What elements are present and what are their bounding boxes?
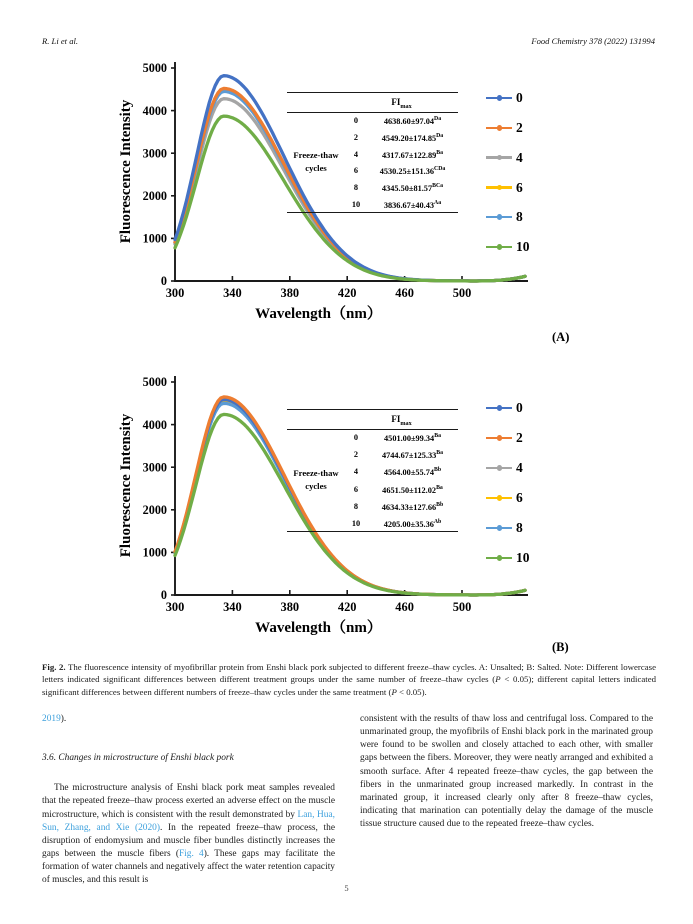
- legend-label: 4: [516, 460, 523, 476]
- legend-label: 4: [516, 149, 523, 165]
- x-tick-label: 380: [280, 286, 300, 300]
- legend-line-icon: [486, 527, 512, 530]
- legend-item-8: [486, 520, 523, 536]
- x-tick-label: 500: [452, 286, 472, 300]
- legend-marker-icon: [497, 214, 503, 220]
- legend-label: 2: [516, 120, 523, 136]
- legend-item-10: [486, 239, 530, 255]
- legend-label: 8: [516, 520, 523, 536]
- legend-line-icon: [486, 127, 512, 130]
- legend-label: 10: [516, 239, 530, 255]
- x-tick-label: 300: [165, 600, 185, 614]
- x-axis-title: Wavelength（nm）: [255, 306, 382, 322]
- table-header-fimax: $FI_{max}$: [391, 97, 412, 110]
- legend-label: 0: [516, 400, 523, 416]
- legend-item-0: [486, 90, 523, 106]
- table-header-rule: [287, 429, 458, 430]
- x-tick-label: 340: [223, 286, 242, 300]
- table-cycle-value: 0: [353, 433, 359, 443]
- legend-marker-icon: [497, 95, 503, 101]
- section-heading: 3.6. Changes in microstructure of Enshi black pork: [42, 753, 234, 764]
- table-cycle-value: 6: [353, 484, 359, 494]
- table-fimax-value: $4651.50\pm 112.02^{Ba}$: [382, 484, 443, 495]
- y-axis-title: Fluorescence Intensity: [118, 99, 134, 244]
- legend-line-icon: [486, 497, 512, 500]
- body-column-left: [42, 713, 335, 888]
- figure-caption: Fig. 2. The fluorescence intensity of myofibrillar protein from Enshi black pork subjected to different freeze–thaw cycles. A: Unsalted; B: Salted. Note: Different lowercase letters indicated significant differences between different treatment groups under the same number of freeze–thaw cycles (P < 0.05); different capital letters indicated significant differences between different numbers of freeze–thaw cycles under the same treatment (P < 0.05).: [42, 662, 657, 697]
- legend-label: 0: [516, 90, 523, 106]
- table-fimax-value: $4634.33\pm 127.66^{Bb}$: [381, 501, 444, 512]
- x-tick-label: 500: [452, 600, 472, 614]
- table-fimax-value: $4317.67\pm 122.89^{Ba}$: [381, 149, 444, 160]
- table-cycle-value: 10: [351, 200, 361, 210]
- table-cycle-value: 6: [353, 166, 359, 176]
- table-cycle-value: 8: [353, 501, 359, 511]
- page-number: 5: [344, 883, 349, 893]
- body-column-right: [360, 713, 653, 831]
- table-cycle-value: 10: [351, 518, 361, 528]
- legend-marker-icon: [497, 244, 503, 250]
- legend-marker-icon: [497, 555, 503, 561]
- y-tick-label: 1000: [142, 231, 167, 246]
- y-tick-label: 3000: [142, 460, 167, 475]
- citation-link[interactable]: Lan, Hua, Sun, Zhang, and Xie (2020): [42, 809, 335, 833]
- x-tick-label: 460: [395, 286, 414, 300]
- legend-marker-icon: [497, 405, 503, 411]
- legend-line-icon: [486, 557, 512, 560]
- y-tick-label: 1000: [142, 545, 167, 560]
- legend-line-icon: [486, 407, 512, 410]
- table-fimax-value: $4564.00\pm 55.74^{Bb}$: [383, 467, 442, 478]
- x-tick-label: 380: [280, 600, 300, 614]
- table-fimax-value: $4638.60\pm 97.04^{Da}$: [383, 115, 442, 126]
- y-tick-label: 4000: [142, 417, 167, 432]
- table-cycle-value: 0: [353, 115, 359, 125]
- table-header-rule: [287, 112, 458, 113]
- legend-line-icon: [486, 437, 512, 440]
- table-fimax-value: $4530.25\pm 151.36^{CDa}$: [379, 166, 446, 177]
- legend-line-icon: [486, 246, 512, 249]
- fimax-table-panel-b: [287, 409, 458, 532]
- y-tick-label: 2000: [142, 503, 167, 517]
- x-tick-label: 420: [337, 600, 357, 614]
- legend-item-6: [486, 179, 523, 195]
- y-tick-label: 0: [160, 588, 167, 603]
- legend-label: 8: [516, 209, 523, 225]
- legend-line-icon: [486, 156, 512, 159]
- table-fimax-value: $4501.00\pm 99.34^{Ba}$: [384, 433, 441, 443]
- table-top-rule: [287, 92, 458, 93]
- legend-item-0: [486, 400, 523, 416]
- table-header-fimax: $FI_{max}$: [391, 414, 412, 427]
- paragraph: consistent with the results of thaw loss and centrifugal loss. Compared to the unmarinated group, the myofibrils of Enshi black pork in the marinated group were found to be swollen and closely attached to each other, with smaller gaps between the fibers. Moreover, they were neatly arranged and exhibited a smooth surface. After 4 repeated freeze–thaw cycles, the gap between the fibers in the unmarinated group increased markedly. In contrast in the marinated group, it increased clearly only after 8 freeze–thaw cycles, indicating that marination can potentially delay the damage of the muscle tissue structure caused due to the repeated freeze–thaw cycles.: [360, 714, 653, 830]
- legend-item-2: [486, 430, 523, 446]
- y-tick-label: 5000: [142, 375, 167, 390]
- x-tick-label: 460: [395, 600, 414, 614]
- table-cycle-value: 2: [353, 132, 359, 142]
- legend-marker-icon: [497, 125, 503, 131]
- y-tick-label: 4000: [142, 103, 167, 118]
- panel-label-b: (B): [552, 640, 569, 654]
- table-fimax-value: $4345.50\pm 81.57^{BCa}$: [381, 183, 444, 194]
- y-tick-label: 3000: [142, 146, 167, 161]
- legend-item-4: [486, 150, 523, 166]
- table-row-label: Freeze-thaw cycles: [293, 149, 339, 173]
- legend-line-icon: [486, 467, 512, 470]
- y-axis-title: Fluorescence Intensity: [118, 413, 134, 558]
- legend-marker-icon: [497, 435, 503, 441]
- fimax-table-panel-a: [287, 92, 458, 213]
- panel-label-a: (A): [552, 330, 570, 344]
- table-cycle-value: 4: [353, 467, 359, 477]
- table-cycle-value: 8: [353, 183, 359, 193]
- table-fimax-value: $4205.00\pm 35.36^{Ab}$: [383, 518, 442, 529]
- legend-marker-icon: [497, 525, 503, 531]
- paragraph: 2019).: [42, 714, 67, 724]
- y-tick-label: 5000: [142, 61, 167, 76]
- table-fimax-value: $4744.67\pm 125.33^{Ba}$: [381, 450, 444, 461]
- paragraph: The microstructure analysis of Enshi black pork meat samples revealed that the repeated freeze–thaw process exerted an adverse effect on the muscle microstructure, which is consistent with the result demonstrated by Lan, Hua, Sun, Zhang, and Xie (2020). In the repeated freeze–thaw process, the disruption of endomysium and muscle fiber bundles distinctly increases the gaps between the muscle fibers (Fig. 4). These gaps may facilitate the formation of water channels and negatively affect the water retention capacity of muscles, and this result is: [42, 783, 335, 886]
- x-tick-label: 420: [337, 286, 357, 300]
- legend-label: 2: [516, 430, 523, 446]
- legend-label: 6: [516, 179, 523, 195]
- y-tick-label: 0: [160, 274, 167, 289]
- table-top-rule: [287, 409, 458, 410]
- citation-link[interactable]: Fig. 4: [178, 849, 204, 860]
- table-row-label: Freeze-thaw cycles: [293, 467, 339, 491]
- legend-label: 10: [516, 550, 530, 566]
- legend-line-icon: [486, 97, 512, 100]
- running-authors: R. Li et al.: [42, 36, 79, 46]
- x-axis-title: Wavelength（nm）: [255, 620, 382, 636]
- legend-marker-icon: [497, 495, 503, 501]
- citation-link[interactable]: 2019: [42, 714, 61, 724]
- legend-item-2: [486, 120, 523, 136]
- legend-label: 6: [516, 490, 523, 506]
- legend-line-icon: [486, 216, 512, 219]
- journal-reference: Food Chemistry 378 (2022) 131994: [531, 36, 655, 46]
- legend-item-6: [486, 490, 523, 506]
- legend-item-4: [486, 460, 523, 476]
- legend-item-8: [486, 209, 523, 225]
- table-bottom-rule: [287, 212, 458, 213]
- table-fimax-value: $4549.20\pm 174.85^{Da}$: [381, 132, 444, 143]
- legend-line-icon: [486, 186, 512, 189]
- y-tick-label: 2000: [142, 189, 167, 203]
- x-tick-label: 340: [223, 600, 242, 614]
- table-cycle-value: 4: [353, 149, 359, 159]
- table-bottom-rule: [287, 531, 458, 532]
- legend-marker-icon: [497, 465, 503, 471]
- x-tick-label: 300: [165, 286, 185, 300]
- legend-marker-icon: [497, 155, 503, 161]
- legend-marker-icon: [497, 185, 503, 191]
- table-cycle-value: 2: [353, 450, 359, 460]
- legend-item-10: [486, 550, 530, 566]
- table-fimax-value: $3836.67\pm 40.43^{Aa}$: [383, 200, 442, 210]
